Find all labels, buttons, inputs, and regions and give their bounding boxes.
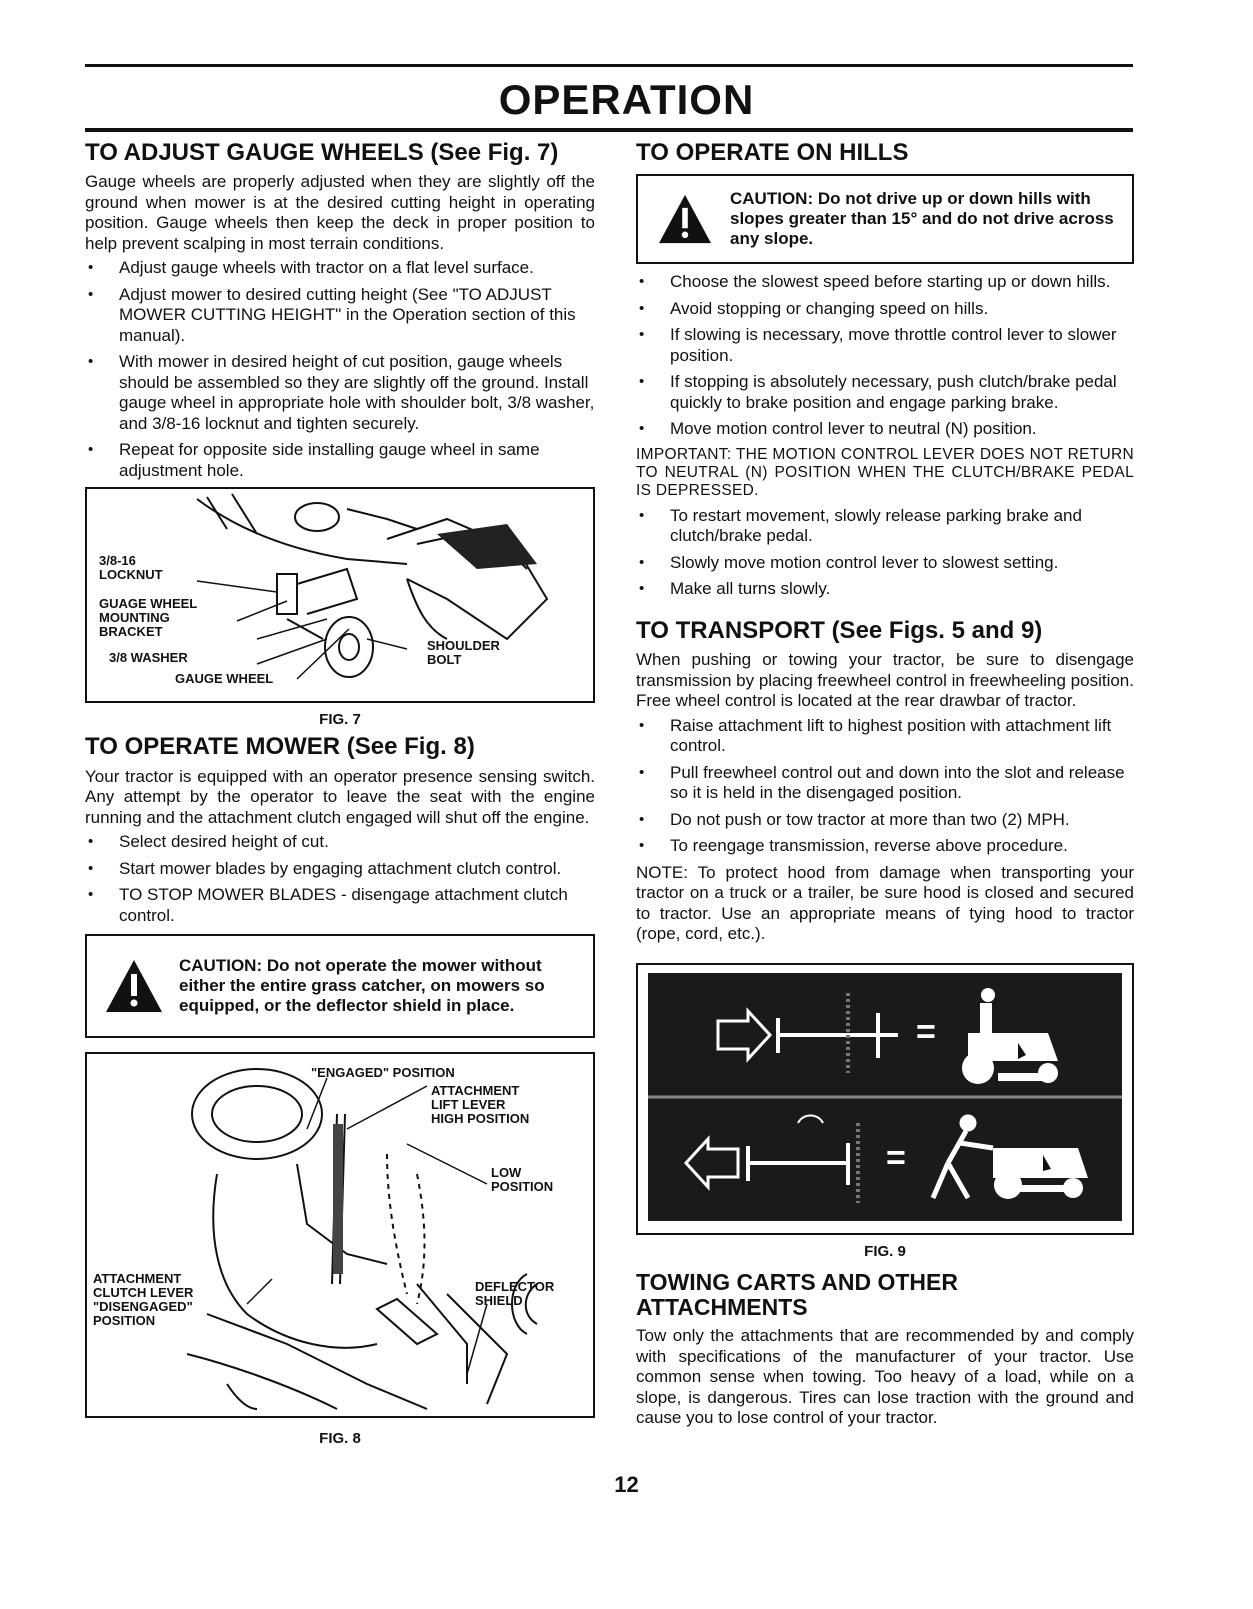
fig8-illustration xyxy=(85,1052,595,1418)
list-item: • Raise attachment lift to highest position with attachment lift control. xyxy=(636,716,1134,757)
list-item: • Do not push or tow tractor at more than two (2) MPH. xyxy=(636,810,1134,831)
transport-heading: TO TRANSPORT (See Figs. 5 and 9) xyxy=(636,616,1043,644)
list-item: • If slowing is necessary, move throttle control lever to slower position. xyxy=(636,325,1134,366)
list-item: • Start mower blades by engaging attachment clutch control. xyxy=(85,859,595,880)
list-item: • Repeat for opposite side installing gauge wheel in same adjustment hole. xyxy=(85,440,595,481)
list-item: • Slowly move motion control lever to slowest setting. xyxy=(636,553,1134,574)
mower-intro: Your tractor is equipped with an operator presence sensing switch. Any attempt by the operator to leave the seat with the engine running and the attachment clutch engaged will shut off the engine. xyxy=(85,766,595,827)
hills-caution-box xyxy=(636,174,1134,264)
fig9-illustration xyxy=(636,963,1134,1235)
mower-heading: TO OPERATE MOWER (See Fig. 8) xyxy=(85,733,475,761)
arrow-right-icon xyxy=(718,1011,770,1059)
fig8-label-low: LOW POSITION xyxy=(491,1165,554,1195)
towing-heading: TOWING CARTS AND OTHER ATTACHMENTS xyxy=(636,1268,958,1321)
transport-intro: When pushing or towing your tractor, be sure to disengage transmission by placing freewheel control in freewheeling position. Free wheel control is located at the rear drawbar of tractor. xyxy=(636,650,1134,711)
fig8-label-clutch: ATTACHMENT CLUTCH LEVER "DISENGAGED" POSITION xyxy=(93,1271,194,1329)
warning-icon xyxy=(650,193,720,245)
fig8-label-deflector: DEFLECTOR SHIELD xyxy=(475,1279,555,1309)
fig8-caption: FIG. 8 xyxy=(319,1430,361,1448)
page-number: 12 xyxy=(614,1472,639,1497)
list-item: • Make all turns slowly. xyxy=(636,579,1134,600)
pushing-person-icon xyxy=(933,1117,993,1198)
fig7-label-wheel: GAUGE WHEEL xyxy=(175,671,274,687)
warning-icon xyxy=(99,958,169,1014)
hills-heading: TO OPERATE ON HILLS xyxy=(636,139,909,166)
tractor-icon xyxy=(993,1148,1088,1199)
list-item: • With mower in desired height of cut position, gauge wheels should be assembled so they are slightly off the ground. Install gauge wheel in appropriate hole with shoulder bolt, 3/8 washer, and 3/8-16 locknut and tighten securely. xyxy=(85,352,595,434)
important-notice: IMPORTANT: THE MOTION CONTROL LEVER DOES NOT RETURN TO NEUTRAL (N) POSITION WHEN THE CLUTCH/BRAKE PEDAL IS DEPRESSED. xyxy=(636,445,1134,499)
page-title: OPERATION xyxy=(498,76,755,123)
gauge-list xyxy=(85,258,595,481)
equals-sign-top: = xyxy=(916,1012,936,1051)
right-column xyxy=(636,140,1134,1429)
left-column xyxy=(85,140,595,1453)
freewheel-drawing xyxy=(648,973,1122,1221)
riding-tractor-icon xyxy=(962,988,1058,1084)
top-rule xyxy=(85,64,1133,67)
hills-caution-text: CAUTION: Do not drive up or down hills with slopes greater than 15° and do not drive across any slope. xyxy=(730,189,1114,249)
list-item: • If stopping is absolutely necessary, push clutch/brake pedal quickly to brake position and engage parking brake. xyxy=(636,372,1134,413)
hills-list xyxy=(636,272,1134,440)
fig7-label-bracket: GUAGE WHEEL MOUNTING BRACKET xyxy=(99,596,198,640)
mower-list xyxy=(85,832,595,926)
list-item: • Select desired height of cut. xyxy=(85,832,595,853)
fig7-caption: FIG. 7 xyxy=(319,711,361,729)
gauge-intro: Gauge wheels are properly adjusted when they are slightly off the ground when mower is at the desired cutting height in operating position. Gauge wheels then keep the deck in proper position to help prevent scalping in most terrain conditions. xyxy=(85,172,595,253)
mower-caution-text: CAUTION: Do not operate the mower without either the entire grass catcher, on mowers so equipped, or the deflector shield in place. xyxy=(179,956,545,1016)
list-item: • Move motion control lever to neutral (N) position. xyxy=(636,419,1134,440)
title-underline xyxy=(85,128,1133,132)
list-item: • Avoid stopping or changing speed on hills. xyxy=(636,299,1134,320)
towing-text: Tow only the attachments that are recommended by and comply with specifications of the manufacturer of your tractor. Use common sense when towing. Too heavy of a load, while on a slope, is dangerous. Tires can lose traction with the ground and cause you to lose control of your tractor. xyxy=(636,1326,1134,1428)
list-item: • Adjust gauge wheels with tractor on a flat level surface. xyxy=(85,258,595,279)
fig9-caption: FIG. 9 xyxy=(864,1242,906,1260)
arrow-left-icon xyxy=(686,1139,738,1187)
list-item: • Adjust mower to desired cutting height (See "TO ADJUST MOWER CUTTING HEIGHT" in the Operation section of this manual). xyxy=(85,285,595,347)
hills-list-2 xyxy=(636,506,1134,600)
list-item: • Pull freewheel control out and down into the slot and release so it is held in the disengaged position. xyxy=(636,763,1134,804)
list-item: • To restart movement, slowly release parking brake and clutch/brake pedal. xyxy=(636,506,1134,547)
list-item: • TO STOP MOWER BLADES - disengage attachment clutch control. xyxy=(85,885,595,926)
mower-caution-box xyxy=(85,934,595,1038)
fig7-illustration xyxy=(85,487,595,703)
transport-list xyxy=(636,716,1134,857)
fig7-label-locknut: 3/8-16 LOCKNUT xyxy=(99,553,163,583)
transport-note: NOTE: To protect hood from damage when transporting your tractor on a truck or a trailer, be sure hood is closed and secured to tractor. Use an appropriate means of tying hood to tractor (rope, cord, etc.). xyxy=(636,862,1134,944)
equals-sign-bottom: = xyxy=(886,1138,906,1177)
gauge-heading: TO ADJUST GAUGE WHEELS (See Fig. 7) xyxy=(85,139,559,166)
fig9-panel xyxy=(648,973,1122,1221)
list-item: • To reengage transmission, reverse above procedure. xyxy=(636,836,1134,857)
fig8-label-lift: ATTACHMENT LIFT LEVER HIGH POSITION xyxy=(431,1083,530,1127)
fig7-label-bolt: SHOULDER BOLT xyxy=(427,638,500,668)
list-item: • Choose the slowest speed before starting up or down hills. xyxy=(636,272,1134,293)
fig7-label-washer: 3/8 WASHER xyxy=(109,650,188,666)
gauge-wheel-drawing xyxy=(87,489,593,697)
fig8-label-engaged: "ENGAGED" POSITION xyxy=(311,1065,455,1081)
